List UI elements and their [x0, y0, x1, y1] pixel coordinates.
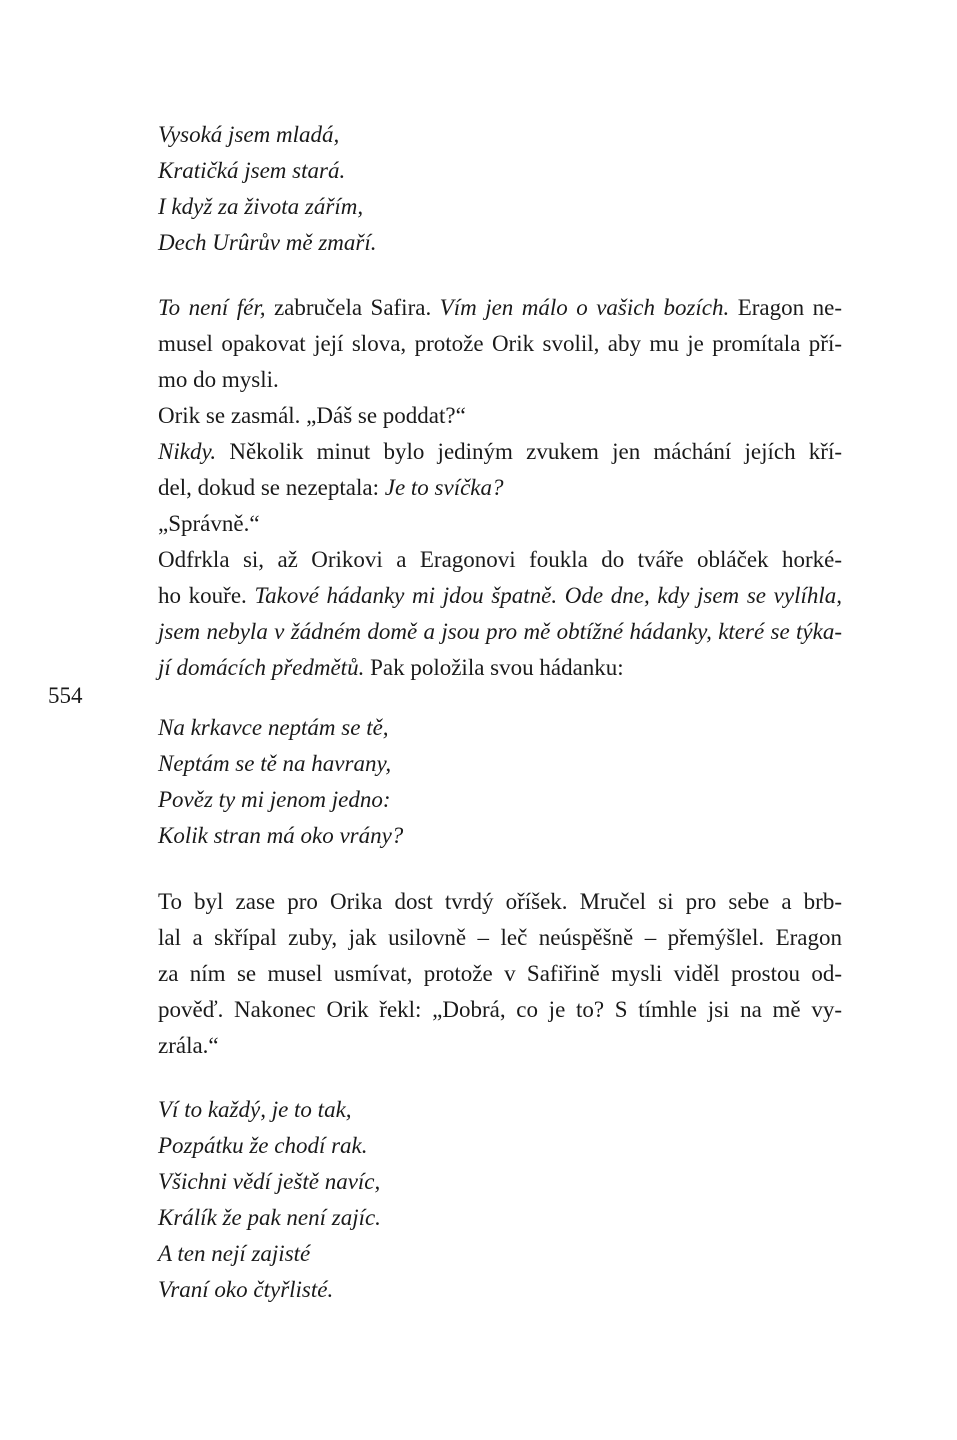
paragraph-line: „Správně.“ [158, 511, 260, 536]
italic-thought: Vím jen málo o vašich bozích. [439, 295, 730, 320]
paragraph-line: To byl zase pro Orika dost tvrdý oříšek. Mručel si pro sebe a brb- [158, 889, 842, 914]
verse-line: Kratičká jsem stará. [158, 158, 346, 183]
verse-line: A ten nejí zajisté [158, 1241, 311, 1266]
verse-line: Vysoká jsem mladá, [158, 122, 340, 147]
paragraph-line [158, 470, 842, 506]
page-number: 554 [48, 683, 83, 708]
verse-line: Pověz ty mi jenom jedno: [158, 787, 391, 812]
paragraph-line: lal a skřípal zuby, jak usilovně – leč neúspěšně – přemýšlel. Eragon [158, 925, 842, 950]
italic-thought: jí domácích předmětů. [158, 655, 365, 680]
verse-line: Neptám se tě na havrany, [158, 751, 392, 776]
verse-answer [158, 1092, 842, 1308]
paragraph-line [158, 434, 842, 470]
verse-line: Ví to každý, je to tak, [158, 1097, 352, 1122]
verse-line: Králík že pak není zajíc. [158, 1205, 381, 1230]
paragraph-line: za ním se musel usmívat, protože v Safiřině mysli viděl prostou od- [158, 961, 842, 986]
verse-line: Pozpátku že chodí rak. [158, 1133, 368, 1158]
narration: ho kouře. [158, 583, 255, 608]
verse-riddle-candle [158, 117, 842, 261]
paragraph-line: Orik se zasmál. „Dáš se poddat?“ [158, 403, 466, 428]
verse-line: I když za života zářím, [158, 194, 364, 219]
prose-block-1 [158, 290, 842, 686]
prose-block-2 [158, 884, 842, 1064]
paragraph-line: zrála.“ [158, 1033, 219, 1058]
verse-line: Na krkavce neptám se tě, [158, 715, 389, 740]
narration: del, dokud se nezeptala: [158, 475, 385, 500]
verse-line: Všichni vědí ještě navíc, [158, 1169, 381, 1194]
narration: Několik minut bylo jediným zvukem jen máchání jejích kří- [216, 439, 842, 464]
paragraph-line: pověď. Nakonec Orik řekl: „Dobrá, co je to? S tímhle jsi na mě vy- [158, 997, 842, 1022]
italic-thought: Takové hádanky mi jdou špatně. Ode dne, kdy jsem se vylíhla, [254, 583, 843, 608]
paragraph-line: jsem nebyla v žádném domě a jsou pro mě obtížné hádanky, které se týka- [158, 619, 842, 644]
paragraph-line: Odfrkla si, až Orikovi a Eragonovi foukla do tváře obláček horké- [158, 547, 842, 572]
paragraph-line: mo do mysli. [158, 367, 279, 392]
verse-riddle-crow [158, 710, 842, 854]
paragraph-line [158, 650, 842, 686]
verse-line: Vraní oko čtyřlisté. [158, 1277, 334, 1302]
verse-line: Kolik stran má oko vrány? [158, 823, 404, 848]
paragraph-line [158, 290, 842, 326]
italic-thought: To není fér, [158, 295, 266, 320]
narration: zabručela Safira. [265, 295, 440, 320]
italic-thought: Je to svíčka? [384, 475, 504, 500]
narration: Eragon ne- [729, 295, 842, 320]
italic-thought: Nikdy. [158, 439, 217, 464]
narration: Pak položila svou hádanku: [364, 655, 624, 680]
paragraph-line: musel opakovat její slova, protože Orik svolil, aby mu je promítala pří- [158, 331, 842, 356]
verse-line: Dech Urûrův mě zmaří. [158, 230, 377, 255]
paragraph-line [158, 578, 842, 614]
